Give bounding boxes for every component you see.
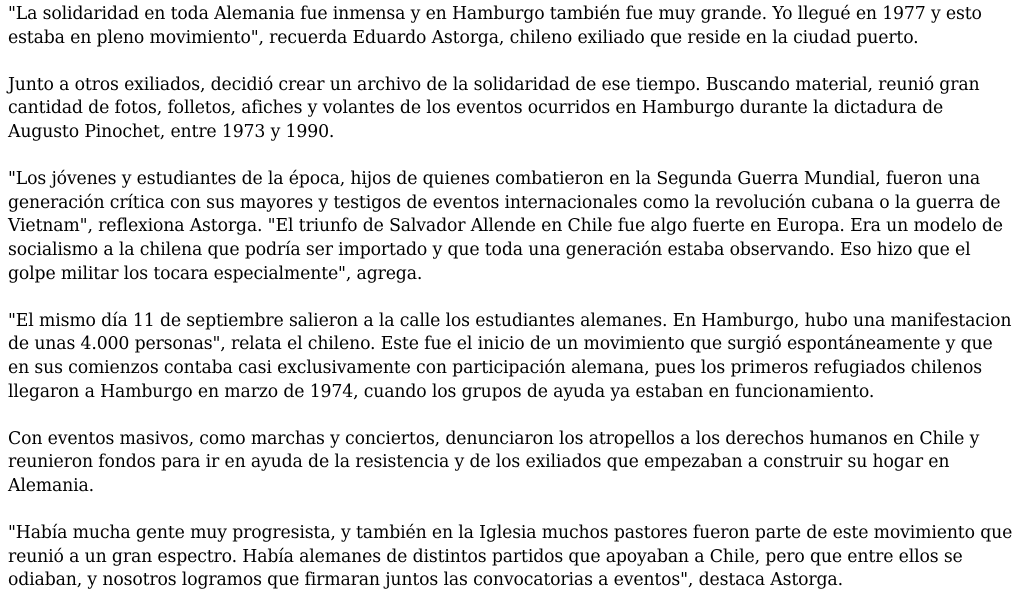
paragraph-archivo-solidaridad: Junto a otros exiliados, decidió crear un archivo de la solidaridad de ese tiempo. Buscando material, reunió gran cantidad de fotos, folletos, afiches y volantes de los eventos ocurridos en Hamburgo durante la dictadura de Augusto Pinochet, entre 1973 y 1990. [8, 74, 980, 142]
paragraph-gente-progresista: "Había mucha gente muy progresista, y también en la Iglesia muchos pastores fueron parte de este movimiento que reunió a un gran espectro. Había alemanes de distintos partidos que apoyaban a Chile, pero que entre ellos se odiaban, y nosotros logramos que firmaran juntos las convocatorias a eventos", destaca Astorga. [8, 523, 1013, 591]
paragraph-eventos-masivos: Con eventos masivos, como marchas y conciertos, denunciaron los atropellos a los derechos humanos en Chile y reunieron fondos para ir en ayuda de la resistencia y de los exiliados que empezaban a construir su hogar en Alemania. [8, 428, 980, 496]
paragraph-11-septiembre: "El mismo día 11 de septiembre salieron a la calle los estudiantes alemanes. En Hamburgo, hubo una manifestacion de unas 4.000 personas", relata el chileno. Este fue el inicio de un movimiento que surgió espontáneamente y que en sus comienzos contaba casi exclusivamente con participación alemana, pues los primeros refugiados chilenos llegaron a Hamburgo en marzo de 1974, cuando los grupos de ayuda ya estaban en funcionamiento. [8, 310, 1012, 402]
paragraph-jovenes-estudiantes: "Los jóvenes y estudiantes de la época, hijos de quienes combatieron en la Segunda Guerra Mundial, fueron una generación crítica con sus mayores y testigos de eventos internacionales como la revolución cubana o la guerra de Vietnam", reflexiona Astorga. "El triunfo de Salvador Allende en Chile fue algo fuerte en Europa. Era un modelo de socialismo a la chilena que podría ser importado y que toda una generación estaba observando. Eso hizo que el golpe militar los tocara especialmente", agrega. [8, 169, 1003, 284]
paragraph-solidaridad-alemania: "La solidaridad en toda Alemania fue inmensa y en Hamburgo también fue muy grande. Yo llegué en 1977 y esto estaba en pleno movimiento", recuerda Eduardo Astorga, chileno exiliado que reside en la ciudad puerto. [8, 4, 982, 48]
